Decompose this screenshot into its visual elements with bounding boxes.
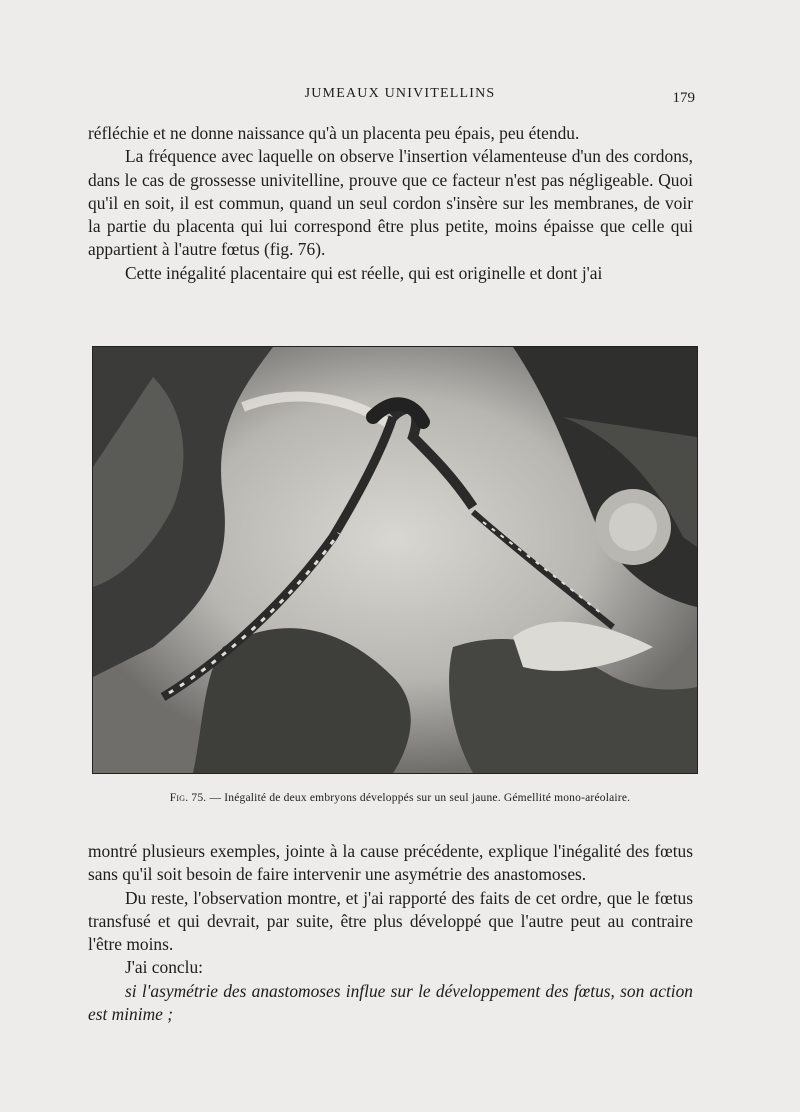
figure-caption-text: — Inégalité de deux embryons développés sur un seul jaune. Gémellité mono-aréolaire. xyxy=(209,792,631,804)
figure-label: Fig. 75. xyxy=(169,792,207,804)
figure-caption xyxy=(0,792,800,804)
text-block-top xyxy=(88,122,693,285)
paragraph: Du reste, l'observation montre, et j'ai rapporté des faits de cet ordre, que le fœtus transfusé et qui devrait, par suite, être plus développé que l'autre peut au contraire l'être moins. xyxy=(88,887,693,955)
paragraph: montré plusieurs exemples, jointe à la cause précédente, explique l'inégalité des fœtus sans qu'il soit besoin de faire intervenir une asymétrie des anastomoses. xyxy=(88,841,693,885)
figure-photograph xyxy=(92,346,698,774)
conclusion-quote: si l'asymétrie des anastomoses influe sur le développement des fœtus, son action est minime ; xyxy=(88,980,693,1025)
paragraph: réfléchie et ne donne naissance qu'à un placenta peu épais, peu étendu. xyxy=(88,123,580,143)
page-number: 179 xyxy=(672,90,695,106)
paragraph: Cette inégalité placentaire qui est réelle, qui est originelle et dont j'ai xyxy=(125,262,603,283)
paragraph: J'ai conclu: xyxy=(125,957,203,978)
text-block-bottom xyxy=(88,840,693,1026)
paragraph: La fréquence avec laquelle on observe l'insertion vélamenteuse d'un des cordons, dans le cas de grossesse univitelline, prouve que ce facteur n'est pas négligeable. Quoi qu'il en soit, il est commun, quand un seul cordon s'insère sur les membranes, de voir la partie du placenta qui lui correspond être plus petite, moins épaisse que celle qui appartient à l'autre fœtus (fig. 76). xyxy=(88,146,693,260)
running-title: JUMEAUX UNIVITELLINS xyxy=(304,86,496,101)
embryo-photograph-illustration xyxy=(93,347,697,773)
